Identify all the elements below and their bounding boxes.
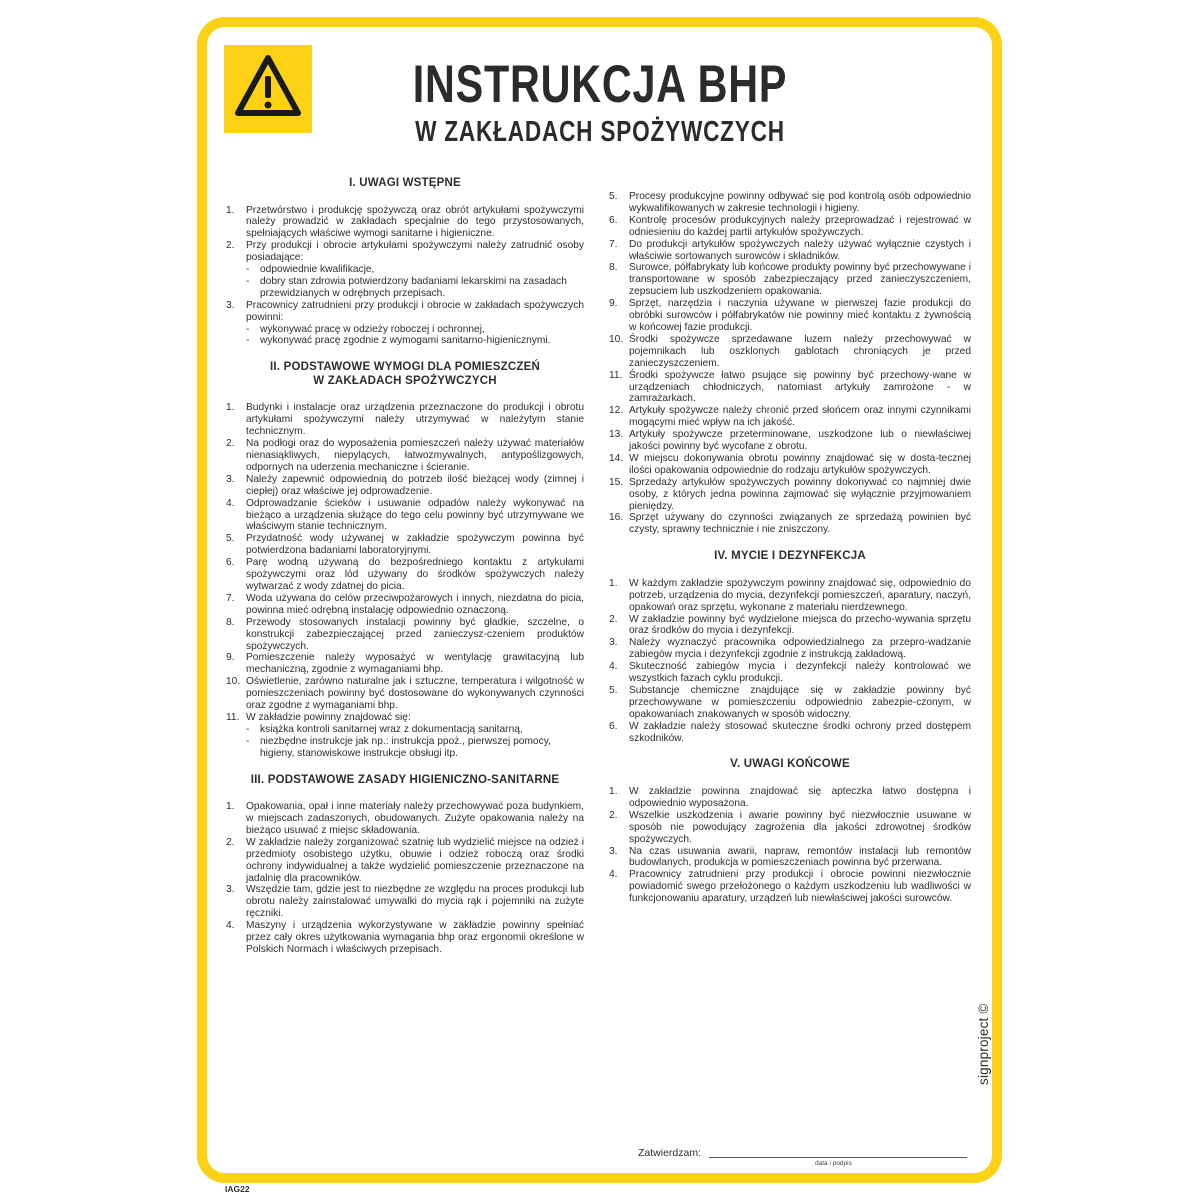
item-body	[629, 453, 971, 477]
list-item	[609, 786, 971, 810]
dash-bullet: -	[246, 335, 250, 347]
item-text: W miejscu dokonywania obrotu powinny znajdować się w dosta-tecznej ilości opakowania odpowiednie do rodzaju artykułów spożywczych.	[629, 452, 971, 476]
item-number: 3.	[609, 845, 618, 857]
item-text: W każdym zakładzie spożywczym powinny znajdować się, odpowiednio do potrzeb, urządzenia do mycia, dezynfekcji pomieszczeń, aparatury, naczyń, opakowań oraz sprzętu, wykonane z materiału nierdzewnego.	[629, 577, 971, 613]
list-item	[609, 614, 971, 638]
item-number: 4.	[609, 661, 618, 673]
item-body	[629, 405, 971, 429]
list-item	[609, 721, 971, 745]
list-item	[226, 652, 584, 676]
item-text: Budynki i instalacje oraz urządzenia przeznaczone do produkcji i obrotu artykułami spożywczymi należy utrzymywać w należytym stanie technicznym.	[246, 402, 584, 438]
item-text: Należy zapewnić odpowiednią do potrzeb ilość bieżącej wody (zimnej i ciepłej) oraz właściwe jej odprowadzenie.	[246, 473, 584, 497]
list-item	[226, 300, 584, 348]
item-text: Przewody stosowanych instalacji powinny być gładkie, szczelne, o konstrukcji zabezpieczającej przed zanieczysz-czeniem produktów spożywczych.	[246, 616, 584, 652]
item-body	[629, 685, 971, 721]
item-body	[629, 614, 971, 638]
item-body	[246, 837, 584, 885]
list-item	[226, 205, 584, 241]
item-text: Oświetlenie, zarówno naturalne jak i sztuczne, temperatura i wilgotność w pomieszczeniach powinny być dostosowane do wykonywanych czynności oraz zgodne z wymaganiami bhp.	[246, 676, 584, 712]
list-item	[609, 661, 971, 685]
sub-item-text: wykonywać pracę w odzieży roboczej i ochronnej,	[260, 323, 485, 335]
item-body	[246, 240, 584, 300]
list-item	[609, 477, 971, 513]
item-body	[629, 810, 971, 846]
page-title: INSTRUKCJA BHP	[412, 55, 788, 114]
item-body	[629, 334, 971, 370]
dash-bullet: -	[246, 264, 250, 276]
list-item	[226, 402, 584, 438]
item-text: W zakładzie powinny być wydzielone miejsca do przecho-wywania sprzętu oraz środków do mycia i dezynfekcji.	[629, 613, 971, 637]
list-item	[226, 712, 584, 760]
item-number: 6.	[609, 720, 618, 732]
section-title: III. PODSTAWOWE ZASADY HIGIENICZNO-SANITARNE	[250, 773, 560, 786]
section-title: IV. MYCIE I DEZYNFEKCJA	[714, 550, 866, 563]
item-text: Skuteczność zabiegów mycia i dezynfekcji należy kontrolować we wszystkich fazach cyklu produkcji.	[629, 661, 971, 685]
left-column	[226, 177, 584, 956]
sub-item-text: niezbędne instrukcje jak np.: instrukcja ppoż., pierwszej pomocy, higieny, stanowiskowe instrukcje obsługi itp.	[260, 735, 551, 759]
item-number: 7.	[609, 238, 618, 250]
item-body	[629, 477, 971, 513]
item-number: 2.	[609, 613, 618, 625]
item-number: 1.	[609, 577, 618, 589]
list-item	[609, 512, 971, 536]
sub-item	[246, 264, 584, 276]
item-number: 14.	[609, 452, 624, 464]
list-item	[226, 920, 584, 956]
item-text: W zakładzie powinny znajdować się:	[246, 711, 411, 723]
item-body	[246, 474, 584, 498]
item-text: Do produkcji artykułów spożywczych należy używać wyłącznie czystych i właściwie sortowanych surowców i składników.	[629, 238, 971, 262]
list-item	[226, 617, 584, 653]
dash-bullet: -	[246, 723, 250, 735]
item-number: 12.	[609, 405, 624, 417]
item-number: 6.	[609, 214, 618, 226]
list-item	[609, 191, 971, 215]
item-body	[246, 652, 584, 676]
item-text: Parę wodną używaną do bezpośredniego kontaktu z artykułami spożywczymi oraz lód używany do środków spożywczych należy wytwarzać z wody zdatnej do picia.	[246, 557, 584, 592]
item-text: Środki spożywcze łatwo psujące się powinny być przechowy-wane w urządzeniach chłodniczych, natomiast artykuły zamrożone - w zamrażarkach.	[629, 369, 971, 405]
list-item	[609, 405, 971, 429]
item-number: 8.	[609, 262, 618, 274]
approve-label: Zatwierdzam:	[638, 1147, 702, 1159]
item-number: 6.	[226, 557, 235, 569]
item-number: 5.	[226, 533, 235, 545]
instruction-list	[609, 786, 971, 905]
item-text: Procesy produkcyjne powinny odbywać się pod kontrolą osób odpowiednio wykwalifikowanych w zakresie technologii i higieny.	[629, 191, 971, 214]
item-number: 3.	[226, 299, 235, 311]
item-number: 11.	[226, 711, 240, 723]
item-number: 3.	[226, 884, 235, 896]
list-item	[609, 810, 971, 846]
item-text: Pracownicy zatrudnieni przy produkcji i obrocie powinni niezwłocznie powiadomić swego przełożonego o każdym uszkodzeniu lub wadliwości w funkcjonowaniu aparatury, urządzeń lub niewłaściwej jakości surowców.	[629, 869, 971, 905]
item-text: Sprzęt używany do czynności związanych ze sprzedażą powinien być czysty, sprawny technicznie i nie zniszczony.	[629, 512, 971, 536]
sub-item	[246, 736, 584, 760]
item-body	[629, 512, 971, 536]
item-body	[629, 191, 971, 215]
item-body	[246, 712, 584, 760]
list-item	[609, 846, 971, 870]
item-body	[246, 920, 584, 956]
sub-item	[246, 724, 584, 736]
list-item	[226, 474, 584, 498]
item-text: Artykuły spożywcze należy chronić przed słońcem oraz innymi czynnikami mogącymi mieć wpływ na ich jakość.	[629, 405, 971, 429]
item-text: Maszyny i urządzenia wykorzystywane w zakładzie powinny spełniać przez cały okres użytkowania wymagania bhp oraz ergonomii określone w Polskich Normach i właściwych przepisach.	[246, 920, 584, 955]
item-number: 5.	[609, 684, 618, 696]
item-text: Woda używana do celów przeciwpożarowych i innych, niezdatna do picia, powinna mieć odrębną instalację odpowiednio oznaczoną.	[246, 592, 584, 616]
product-code: IAG22	[225, 1184, 250, 1194]
item-body	[629, 370, 971, 406]
list-item	[609, 262, 971, 298]
list-item	[226, 438, 584, 474]
item-text: Przetwórstwo i produkcję spożywczą oraz obrót artykułami spożywczymi należy prowadzić w zakładach specjalnie do tego przystosowanych, spełniających właściwe wymogi sanitarne i higieniczne.	[246, 204, 584, 240]
item-number: 9.	[609, 298, 618, 310]
item-number: 16.	[609, 512, 624, 524]
item-body	[246, 205, 584, 241]
item-body	[629, 869, 971, 905]
list-item	[609, 215, 971, 239]
item-number: 3.	[226, 473, 235, 485]
item-number: 2.	[226, 438, 235, 450]
item-body	[246, 801, 584, 837]
item-number: 4.	[609, 869, 618, 881]
item-number: 3.	[609, 637, 618, 649]
item-text: W zakładzie powinna znajdować się apteczka łatwo dostępna i odpowiednio wyposażona.	[629, 785, 971, 809]
list-item	[226, 676, 584, 712]
item-body	[246, 498, 584, 534]
list-item	[609, 298, 971, 334]
list-item	[226, 593, 584, 617]
item-number: 2.	[226, 240, 235, 252]
sub-item	[246, 276, 584, 300]
instruction-list	[226, 205, 584, 348]
instruction-list	[226, 801, 584, 956]
signature-hint: data i podpis	[815, 1160, 852, 1167]
section-3-continued	[609, 191, 971, 536]
sub-item	[246, 335, 584, 347]
item-text: Kontrolę procesów produkcyjnych należy przeprowadzać i rejestrować w odniesieniu do każdej partii artykułów spożywczych.	[629, 214, 971, 238]
item-body	[246, 438, 584, 474]
list-item	[226, 498, 584, 534]
item-number: 9.	[226, 652, 235, 664]
section-title: I. UWAGI WSTĘPNE	[349, 177, 461, 189]
item-body	[629, 661, 971, 685]
section-title: V. UWAGI KOŃCOWE	[730, 758, 850, 771]
item-number: 15.	[609, 476, 624, 488]
section-title: II. PODSTAWOWE WYMOGI DLA POMIESZCZEŃ W ZAKŁADACH SPOŻYWCZYCH	[270, 361, 540, 387]
item-text: Sprzedaży artykułów spożywczych powinny dokonywać co najmniej dwie osoby, z których jedna powinna zajmować się wyłącznie przyjmowaniem pieniędzy.	[629, 476, 971, 512]
item-number: 7.	[226, 592, 235, 604]
list-item	[609, 637, 971, 661]
sub-item-text: odpowiednie kwalifikacje,	[260, 264, 375, 276]
item-text: Odprowadzanie ścieków i usuwanie odpadów należy wykonywać na bieżąco a urządzenia służące do tego celu powinny być utrzymywane we właściwym stanie technicznym.	[246, 497, 584, 533]
section-2	[226, 361, 584, 759]
item-body	[246, 884, 584, 920]
item-text: Środki spożywcze sprzedawane luzem należy przechowywać w pojemnikach lub oszklonych gablotach chroniących je przed zanieczyszczeniem.	[629, 333, 971, 369]
item-number: 10.	[609, 333, 624, 345]
sub-item-text: dobry stan zdrowia potwierdzony badaniami lekarskimi na zasadach przewidzianych w odrębnych przepisach.	[260, 275, 567, 299]
item-body	[629, 721, 971, 745]
item-body	[246, 617, 584, 653]
list-item	[609, 869, 971, 905]
item-number: 1.	[226, 204, 235, 216]
list-item	[226, 557, 584, 593]
item-body	[246, 402, 584, 438]
item-body	[629, 846, 971, 870]
warning-sign	[224, 45, 312, 133]
item-number: 4.	[226, 497, 235, 509]
sub-item-text: książka kontroli sanitarnej wraz z dokumentacją sanitarną,	[260, 723, 523, 735]
item-number: 13.	[609, 429, 624, 441]
item-text: Artykuły spożywcze przeterminowane, uszkodzone lub o niewłaściwej jakości powinny być wycofane z obrotu.	[629, 429, 971, 453]
instruction-list	[226, 402, 584, 759]
sub-item	[246, 324, 584, 336]
list-item	[609, 578, 971, 614]
list-item	[226, 884, 584, 920]
sub-item-text: wykonywać pracę zgodnie z wymogami sanitarno-higienicznymi.	[260, 335, 551, 347]
list-item	[226, 837, 584, 885]
list-item	[226, 533, 584, 557]
item-body	[246, 557, 584, 593]
item-number: 2.	[226, 836, 235, 848]
item-body	[246, 533, 584, 557]
item-number: 8.	[226, 616, 235, 628]
list-item	[609, 429, 971, 453]
warning-triangle-icon	[224, 45, 312, 133]
right-column	[609, 191, 971, 905]
list-item	[609, 370, 971, 406]
item-number: 1.	[226, 801, 235, 813]
item-body	[629, 262, 971, 298]
list-item	[609, 334, 971, 370]
instruction-list	[609, 578, 971, 745]
item-body	[629, 239, 971, 263]
signature-line	[709, 1157, 967, 1158]
list-item	[226, 240, 584, 300]
item-text: Przydatność wody używanej w zakładzie spożywczym powinna być potwierdzona badaniami laboratoryjnymi.	[246, 533, 584, 557]
dash-bullet: -	[246, 323, 250, 335]
item-text: W zakładzie należy zorganizować szatnię lub wydzielić miejsce na odzież i przedmioty osobistego użytku, obuwie i odzież roboczą oraz środki ochrony indywidualnej a także wydzielić pomieszczenie przeznaczone na jadalnię dla pracowników.	[246, 836, 584, 884]
brand-logo: signproject ©	[976, 1003, 991, 1085]
item-number: 4.	[226, 920, 235, 932]
item-body	[246, 300, 584, 348]
item-text: Opakowania, opał i inne materiały należy przechowywać poza budynkiem, w miejscach zadaszonych, obudowanych. Zużyte opakowania należy na bieżąco usuwać z miejsc składowania.	[246, 801, 584, 836]
item-text: Należy wyznaczyć pracownika odpowiedzialnego za przepro-wadzanie zabiegów mycia i dezynfekcji zgodnie z instrukcją zakładową.	[629, 637, 971, 661]
item-body	[629, 215, 971, 239]
dash-bullet: -	[246, 275, 250, 287]
item-text: Pomieszczenie należy wyposażyć w wentylację grawitacyjną lub mechaniczną, zgodnie z wymaganiami bhp.	[246, 652, 584, 676]
section-5	[609, 758, 971, 905]
item-text: Na podłogi oraz do wyposażenia pomieszczeń należy używać materiałów nienasiąkliwych, niepylących, łatwozmywalnych, antypoślizgowych, odpornych na uderzenia mechaniczne i ścieranie.	[246, 438, 584, 473]
item-number: 10.	[226, 676, 241, 688]
item-body	[246, 593, 584, 617]
item-text: W zakładzie należy stosować skuteczne środki ochrony przed dostępem szkodników.	[629, 720, 971, 744]
dash-bullet: -	[246, 735, 250, 747]
item-text: Wszelkie uszkodzenia i awarie powinny być niezwłocznie usuwane w sposób nie powodujący zagrożenia dla jakości zdrowotnej środków spożywczych.	[629, 809, 971, 845]
item-number: 2.	[609, 809, 618, 821]
item-body	[629, 429, 971, 453]
item-text: Sprzęt, narzędzia i naczynia używane w pierwszej fazie produkcji do obróbki surowców i półfabrykatów nie powinny mieć kontaktu z żywnością w końcowej fazie produkcji.	[629, 298, 971, 333]
item-text: Wszędzie tam, gdzie jest to niezbędne ze względu na proces produkcji lub obrotu należy zainstalować umywalki do mycia rąk i pojemniki na zużyte ręczniki.	[246, 884, 584, 920]
item-number: 1.	[226, 402, 235, 414]
item-text: Na czas usuwania awarii, napraw, remontów instalacji lub remontów budowlanych, produkcja w pomieszczeniach powinna być przerwana.	[629, 845, 971, 869]
item-body	[246, 676, 584, 712]
item-number: 11.	[609, 369, 623, 381]
item-body	[629, 298, 971, 334]
item-text: Surowce, półfabrykaty lub końcowe produkty powinny być przechowywane i transportowane w sposób zabezpieczający przed zanieczyszczeniem, zepsuciem lub uszkodzeniem opakowania.	[629, 262, 971, 298]
list-item	[609, 685, 971, 721]
item-number: 1.	[609, 785, 618, 797]
item-text: Przy produkcji i obrocie artykułami spożywczymi należy zatrudnić osoby posiadające:	[246, 240, 584, 264]
section-1	[226, 177, 584, 347]
section-4	[609, 550, 971, 744]
list-item	[609, 453, 971, 477]
list-item	[609, 239, 971, 263]
item-body	[629, 786, 971, 810]
item-number: 5.	[609, 191, 618, 202]
section-3	[226, 774, 584, 956]
page-subtitle: W ZAKŁADACH SPOŻYWCZYCH	[415, 116, 785, 148]
item-body	[629, 637, 971, 661]
list-item	[226, 801, 584, 837]
instruction-list	[609, 191, 971, 536]
item-text: Pracownicy zatrudnieni przy produkcji i obrocie w zakładach spożywczych powinni:	[246, 299, 584, 323]
item-body	[629, 578, 971, 614]
item-text: Substancje chemiczne znajdujące się w zakładzie powinny być przechowywane w pomieszczeniu odpowiednio zabezpie-czonym, w opakowaniach znakowanych w sposób widoczny.	[629, 684, 971, 720]
